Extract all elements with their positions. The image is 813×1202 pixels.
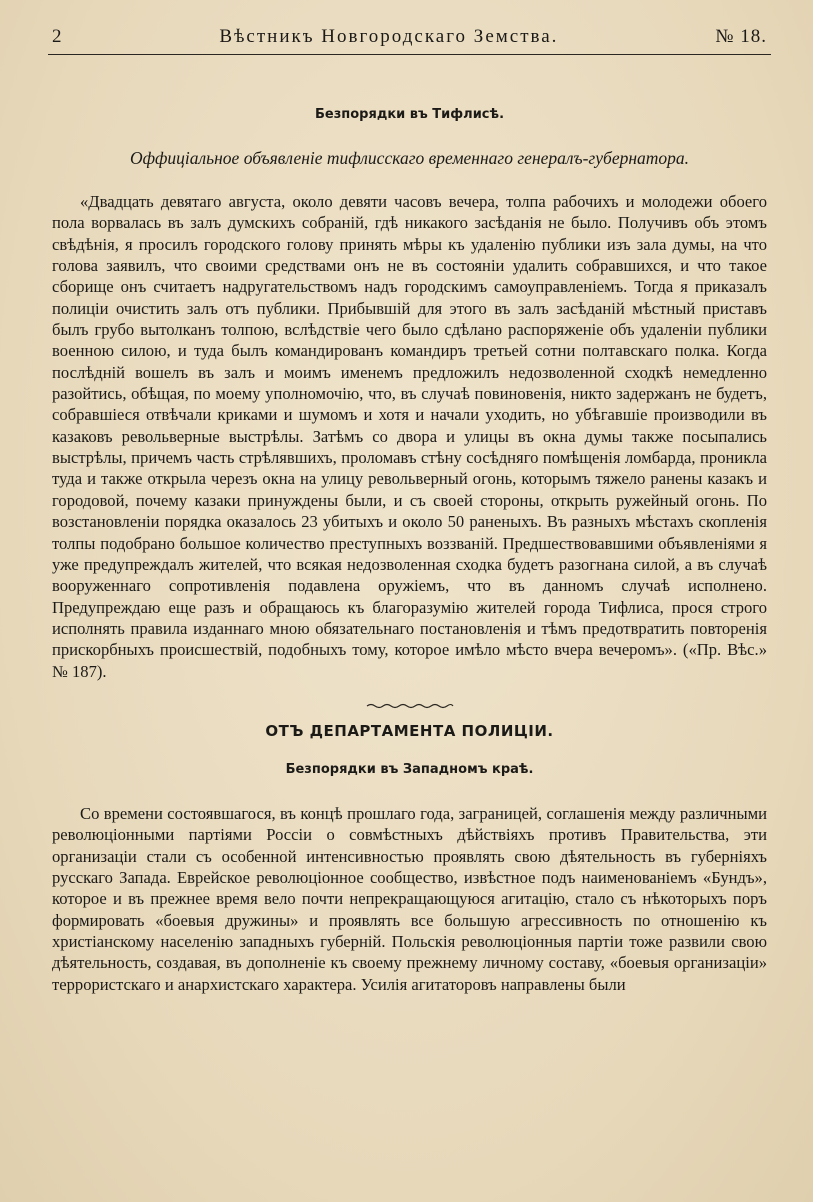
page-number: 2 [52, 26, 63, 47]
article-title: Безпорядки въ Западномъ краѣ. [285, 761, 534, 777]
section-title: ОТЪ ДЕПАРТАМЕНТА ПОЛИЦІИ. [265, 721, 554, 740]
article-subtitle: Оффиціальное объявленіе тифлисскаго временнаго генералъ-губернатора. [129, 148, 690, 168]
issue-number: № 18. [715, 26, 767, 47]
page-header [48, 26, 771, 55]
article-title: Безпорядки въ Тифлисѣ. [314, 107, 505, 122]
article-body [48, 191, 771, 682]
journal-title: Вѣстникъ Новгородскаго Земства. [219, 26, 559, 47]
divider-ornament [365, 702, 455, 710]
article-body [48, 803, 771, 995]
article-paragraph: «Двадцать девятаго августа, около девяти часовъ вечера, толпа рабочихъ и молодежи обоего пола ворвалась въ залъ думскихъ собраній, гдѣ никакого засѣданія не было. Получивъ объ этомъ свѣдѣнія, я просилъ городского голову принять мѣры къ удаленію публики изъ зала думы, на что голова заявилъ, что своими средствами онъ не въ состояніи удалить собравшихся, и что такое сборище онъ считаетъ надругательствомъ надъ городскимъ самоуправленіемъ. Тогда я приказалъ полиціи очистить залъ отъ публики. Прибывшій для этого въ залъ засѣданій мѣстный приставъ былъ грубо вытолканъ толпою, вслѣдствіе чего было сдѣлано распоряженіе объ удаленіи публики военною силою, и туда былъ командированъ командиръ третьей сотни полтавскаго полка. Когда послѣдній вошелъ въ залъ и моимъ именемъ предложилъ недозволенной сходкѣ немедленно разойтись, обѣщая, по моему уполномочію, что, въ случаѣ повиновенія, никто задержанъ не будетъ, собравшіеся отвѣчали криками и шумомъ и хотя и начали уходить, но убѣгавшіе производили въ казаковъ револьверные выстрѣлы. Затѣмъ со двора и улицы въ окна думы также посыпались выстрѣлы, причемъ часть стрѣлявшихъ, проломавъ стѣну сосѣдняго помѣщенія ломбарда, проникла туда и также открыла черезъ окна на улицу револьверный огонь, которымъ тяжело ранены казакъ и городовой, почему казаки принуждены были, и съ своей стороны, открыть ружейный огонь. По возстановленіи порядка оказалось 23 убитыхъ и около 50 раненыхъ. Въ разныхъ мѣстахъ скопленія толпы подобрано большое количество преступныхъ воззваній. Предшествовавшими объявленіями я уже предупреждалъ жителей, что всякая недозволенная сходка будетъ разогнана силой, а въ случаѣ вооруженнаго сопротивленія подавлена оружіемъ, что въ данномъ случаѣ исполнено. Предупреждаю еще разъ и обращаюсь къ благоразумію жителей города Тифлиса, прося строго исполнять правила изданнаго мною обязательнаго постановленія и тѣмъ предотвратить повторенія прискорбныхъ происшествій, подобныхъ тому, которое имѣло мѣсто вчера вечеромъ». («Пр. Вѣс.» № 187). [52, 192, 767, 681]
article-paragraph: Со времени состоявшагося, въ концѣ прошлаго года, заграницей, соглашенія между различными революціонными партіями Россіи о совмѣстныхъ дѣйствіяхъ противъ Правительства, эти организаціи стали съ особенной интенсивностью проявлять свою дѣятельность въ губерніяхъ русскаго Запада. Еврейское революціонное сообщество, извѣстное подъ наименованіемъ «Бундъ», которое и въ прежнее время вело почти непрекращающуюся агитацію, стало съ нѣкоторыхъ поръ формировать «боевыя дружины» и проявлять все большую агрессивность по отношенію къ христіанскому населенію западныхъ губерній. Польскія революціонныя партіи тоже развили свою дѣятельность, создавая, въ дополненіе къ своему прежнему личному составу, «боевыя организаціи» террористскаго и анархистскаго характера. Усилія агитаторовъ направлены были [52, 803, 767, 994]
